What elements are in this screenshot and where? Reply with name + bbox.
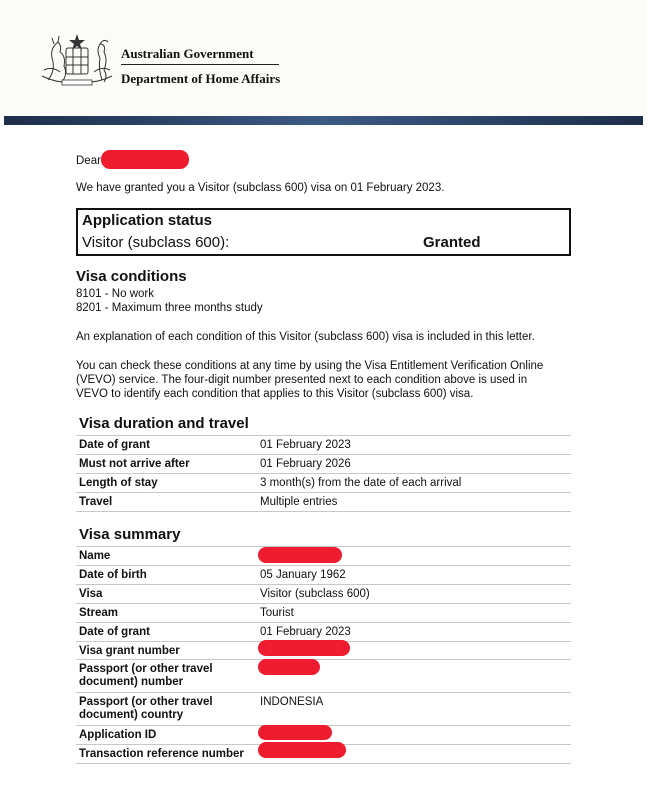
row-value: Visitor (subclass 600) (260, 588, 370, 600)
row-value: 01 February 2023 (260, 439, 351, 451)
row-label: Transaction reference number (79, 748, 244, 760)
row-label: Stream (79, 607, 118, 619)
table-row (76, 474, 571, 493)
row-value: 01 February 2023 (260, 626, 351, 638)
row-label: Name (79, 550, 111, 562)
row-label: Passport (or other travel document) number (79, 663, 213, 688)
redacted-grant-number (258, 640, 350, 656)
row-value: INDONESIA (260, 696, 324, 708)
vevo-paragraph-line: You can check these conditions at any time by using the Visa Entitlement Verification Online (76, 360, 544, 372)
table-row (76, 493, 571, 512)
visa-summary-heading: Visa summary (79, 526, 181, 543)
row-label: Visa grant number (79, 645, 180, 657)
row-label: Date of birth (79, 569, 147, 581)
row-value: Multiple entries (260, 496, 338, 508)
government-title: Australian Government (121, 46, 254, 61)
row-label: Date of grant (79, 626, 150, 638)
visa-duration-table (76, 435, 571, 512)
row-value: 01 February 2026 (260, 458, 351, 470)
table-row (76, 566, 571, 585)
row-label: Passport (or other travel document) country (79, 696, 213, 721)
redacted-transaction-reference (258, 742, 346, 758)
application-status-value: Granted (423, 234, 481, 251)
redacted-passport-number (258, 659, 320, 675)
application-status-label: Visitor (subclass 600): (82, 234, 230, 251)
redacted-application-id (258, 725, 332, 740)
redacted-name (101, 150, 189, 169)
row-value: 3 month(s) from the date of each arrival (260, 477, 462, 489)
coat-of-arms-icon (38, 30, 116, 88)
grant-sentence: We have granted you a Visitor (subclass 600) visa on 01 February 2023. (76, 182, 445, 194)
conditions-explanation: An explanation of each condition of this Visitor (subclass 600) visa is included in this letter. (76, 331, 535, 343)
table-row (76, 693, 571, 726)
visa-duration-heading: Visa duration and travel (79, 415, 249, 432)
row-label: Visa (79, 588, 103, 600)
table-row (76, 455, 571, 474)
header-divider (121, 64, 279, 65)
row-value: Tourist (260, 607, 294, 619)
row-label: Travel (79, 496, 113, 508)
condition-item: 8101 - No work (76, 288, 154, 300)
table-row (76, 604, 571, 623)
row-label: Date of grant (79, 439, 150, 451)
redacted-name-value (258, 547, 342, 563)
row-label: Length of stay (79, 477, 158, 489)
header-band (4, 116, 643, 125)
salutation: Dear (76, 155, 101, 167)
condition-item: 8201 - Maximum three months study (76, 302, 263, 314)
table-row (76, 585, 571, 604)
letterhead (0, 0, 647, 116)
visa-conditions-heading: Visa conditions (76, 268, 187, 285)
table-row (76, 660, 571, 693)
application-status-box (76, 208, 571, 256)
department-title: Department of Home Affairs (121, 71, 281, 86)
vevo-paragraph-line: VEVO to identify each condition that applies to this Visitor (subclass 600) visa. (76, 388, 474, 400)
row-label: Application ID (79, 729, 157, 741)
application-status-heading: Application status (82, 212, 213, 229)
row-label: Must not arrive after (79, 458, 190, 470)
vevo-paragraph-line: (VEVO) service. The four-digit number presented next to each condition above is used in (76, 374, 528, 386)
table-row (76, 436, 571, 455)
row-value: 05 January 1962 (260, 569, 346, 581)
